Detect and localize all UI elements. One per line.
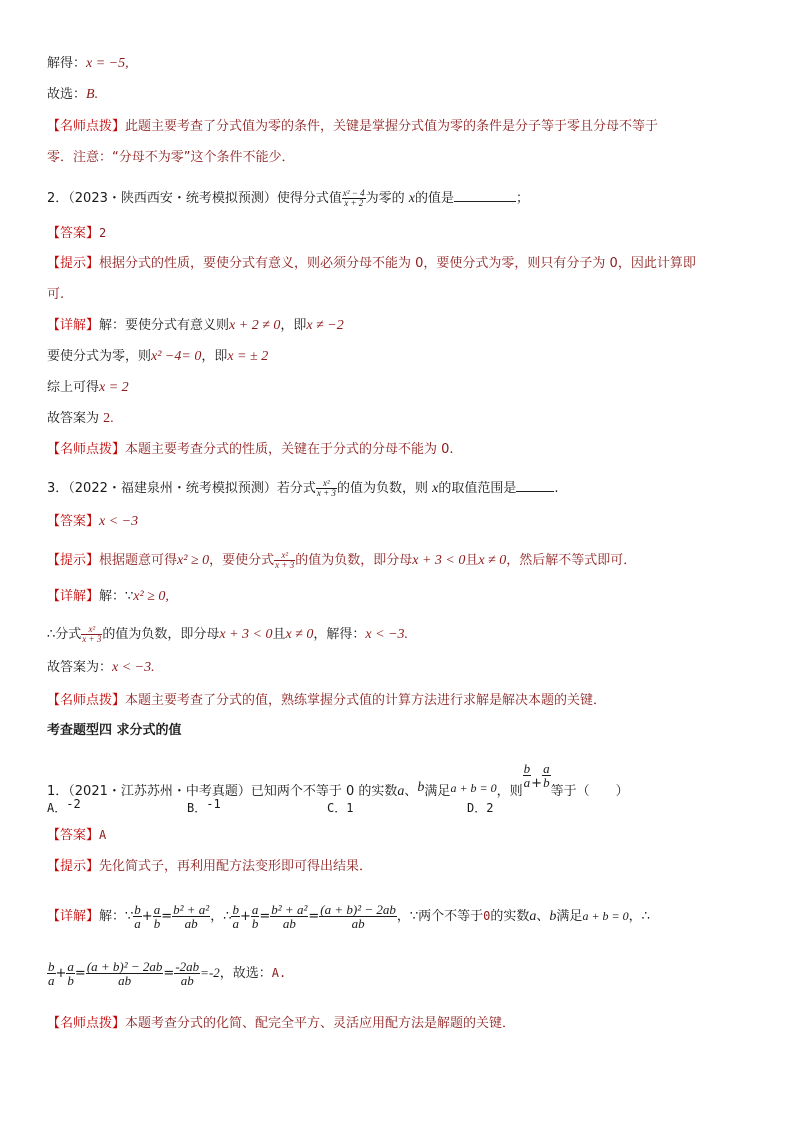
- detail-line: $\frac{b}{a}$ + $\frac{a}{b}$ = $\frac{\text{(a + b)² − 2ab}}{ab}$ = $\frac{-2ab}{ab}$ =-2，故选：A.: [48, 959, 287, 988]
- answer-tag: 【答案】: [47, 226, 100, 241]
- detail-line: 故答案为 2.: [47, 411, 114, 426]
- teacher-tip: [47, 118, 658, 136]
- math-expression: x = −5,: [86, 56, 129, 71]
- hint-tag: 【提示】: [47, 256, 100, 271]
- detail-line: 要使分式为零，则x² −4= 0，即x = ± 2: [47, 349, 269, 364]
- option-d[interactable]: D．2: [467, 801, 494, 815]
- fraction: $\frac{a}{b}$: [543, 761, 550, 790]
- teacher-tip: 【名师点拨】本题考查分式的化简、配完全平方、灵活应用配方法是解题的关键．: [47, 1016, 516, 1031]
- answer-value: 2: [99, 226, 107, 240]
- options-row: [47, 795, 607, 817]
- option-c[interactable]: C．1: [327, 801, 354, 815]
- choice-line: [47, 86, 98, 104]
- answer-blank: [516, 491, 554, 492]
- hint-text: 根据分式的性质，要使分式有意义，则必须分母不能为 0，要使分式为零，则只有分子为 0，因此计算即: [99, 256, 696, 271]
- detail-line: 【详解】解：∵x² ≥ 0,: [47, 589, 169, 604]
- option-b[interactable]: B．-1: [187, 797, 221, 815]
- label: 解得：: [47, 56, 87, 71]
- detail-line: 【详解】解：要使分式有意义则x + 2 ≠ 0，即x ≠ −2: [47, 318, 344, 333]
- hint-line-cont: 可.: [47, 287, 65, 302]
- label: 故选：: [47, 87, 87, 102]
- hint-line: [47, 255, 696, 273]
- solution-line: [47, 55, 129, 73]
- math-expression: B.: [86, 87, 99, 102]
- teacher-tip-cont: [47, 149, 294, 167]
- answer-line: [47, 224, 106, 243]
- hint-line: 【提示】先化简式子，再利用配方法变形即可得出结果．: [47, 859, 373, 874]
- fraction: $\frac{\text{x²}}{x + 3}$: [316, 478, 336, 498]
- answer-line: 【答案】x < −3: [47, 514, 139, 529]
- detail-line: ∴分式 $\frac{\text{x²}}{x + 3}$ 的值为负数，即分母x + 3 < 0且x ≠ 0，解得：x < −3.: [47, 624, 409, 644]
- question-prefix: 2．（2023・陕西西安・统考模拟预测）使得分式值: [47, 191, 342, 206]
- tip-text: 零．注意：“分母不为零”这个条件不能少．: [47, 150, 295, 165]
- question-3: 3．（2022・福建泉州・统考模拟预测）若分式 $\frac{\text{x²}}{x + 3}$ 的值为负数，则 x的取值范围是 .: [47, 478, 559, 498]
- answer-blank: [454, 201, 516, 202]
- fraction: $\frac{\text{x²}}{x + 3}$: [82, 624, 102, 644]
- section-title: 考查题型四 求分式的值: [47, 723, 182, 738]
- hint-line: 【提示】根据题意可得x² ≥ 0，要使分式 $\frac{\text{x²}}{x + 3}$ 的值为负数，即分母x + 3 < 0且x ≠ 0，然后解不等式即可．: [47, 550, 637, 570]
- detail-line: 综上可得x = 2: [47, 380, 129, 395]
- tip-tag: 【名师点拨】: [47, 442, 126, 457]
- fraction: $\frac{\text{x²}}{x + 3}$: [275, 550, 295, 570]
- option-a[interactable]: A．-2: [47, 797, 81, 815]
- detail-tag: 【详解】: [47, 318, 100, 333]
- detail-line: 故答案为：x < −3.: [47, 660, 155, 675]
- question-4: 1．（2021・江苏苏州・中考真题）已知两个不等于 0 的实数a、b满足a + b = 0，则 $\frac{b}{a}$ + $\frac{a}{b}$ 等于（ ）: [47, 761, 629, 799]
- tip-text: 此题主要考查了分式值为零的条件，关键是掌握分式值为零的条件是分子等于零且分母不等于: [125, 119, 659, 134]
- teacher-tip: 【名师点拨】本题主要考查了分式的值，熟练掌握分式值的计算方法进行求解是解决本题的关键．: [47, 693, 607, 708]
- fraction: $\frac{\text{x² − 4}}{x + 2}$: [342, 188, 365, 208]
- fraction: $\frac{b}{a}$: [523, 761, 531, 790]
- teacher-tip: 【名师点拨】本题主要考查分式的性质，关键在于分式的分母不能为 0.: [47, 442, 454, 457]
- detail-line: 【详解】解：∵ $\frac{b}{a}$ + $\frac{a}{b}$ = $\frac{\text{b² + a²}}{ab}$ ，∴ $\frac{b}{a}$ + $\frac{a}{b}$ = $\frac{\text{b² + a²}}{ab}$ = $\frac{\text{(a + b)² − 2ab}}{ab}$ ，∵两个不等于0的实数a、b满足a + b = 0，∴: [47, 902, 650, 931]
- question-2: 2．（2023・陕西西安・统考模拟预测）使得分式值 $\frac{\text{x² − 4}}{x + 2}$ 为零的 x的值是 ；: [47, 188, 530, 208]
- answer-line: 【答案】A: [47, 828, 107, 843]
- tip-tag: 【名师点拨】: [47, 119, 126, 134]
